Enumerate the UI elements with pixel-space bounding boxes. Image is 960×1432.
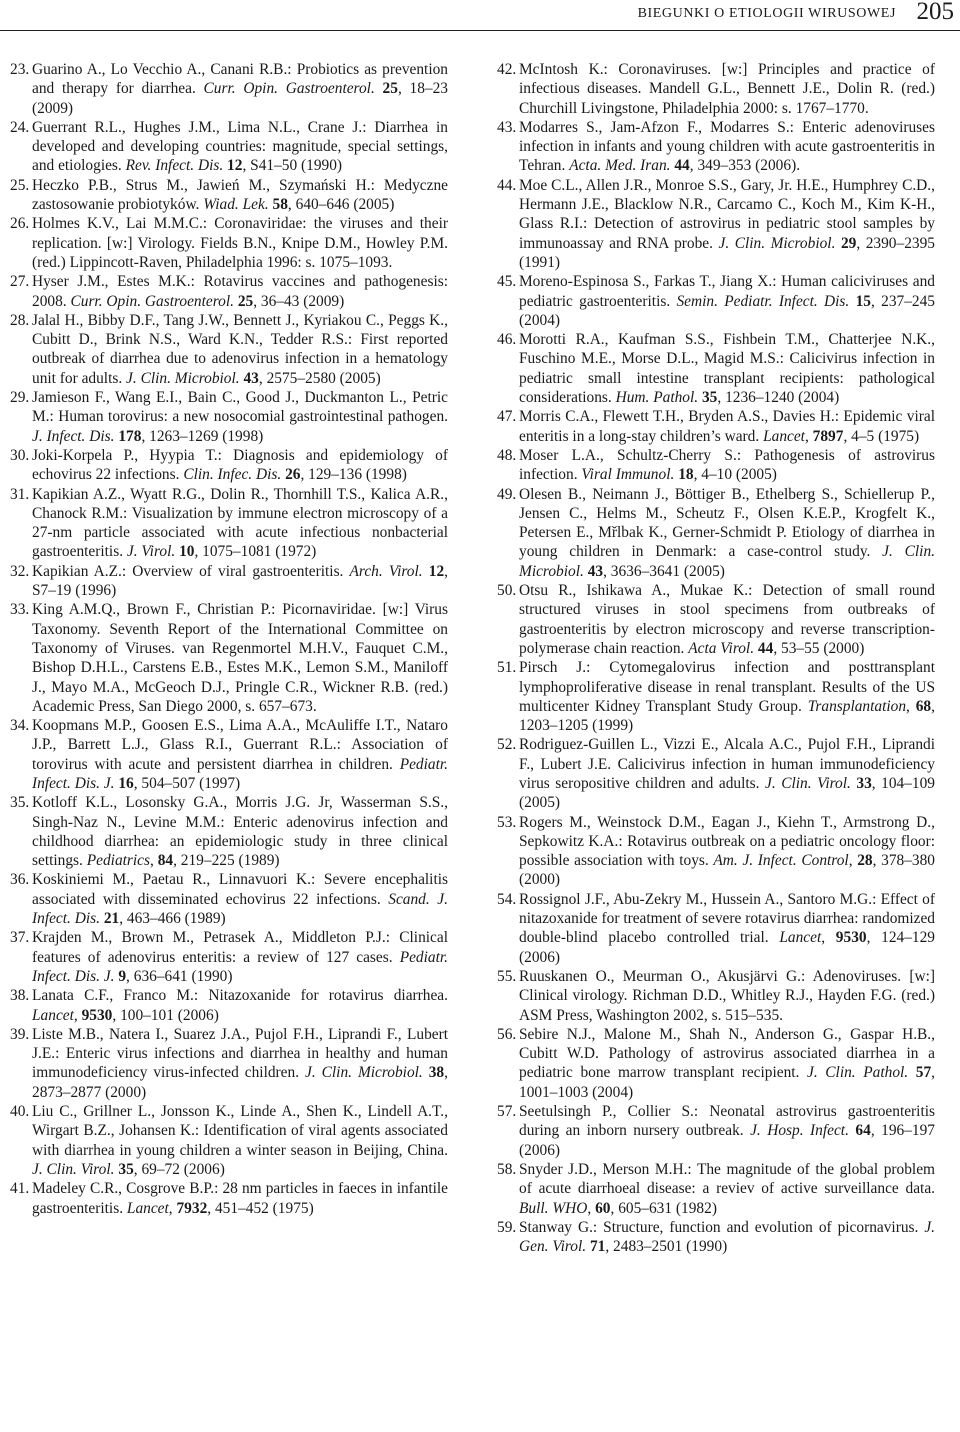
reference-text: Moreno-Espinosa S., Farkas T., Jiang X.: Human caliciviruses and pediatric gastroenteritis. (519, 273, 935, 310)
journal-name: J. Virol. (126, 543, 176, 561)
reference-item (10, 986, 448, 1025)
reference-item (10, 214, 448, 272)
reference-number: 44. (497, 176, 517, 194)
reference-number: 29. (10, 389, 30, 407)
page-header (0, 0, 960, 31)
volume-number: 28 (857, 852, 873, 870)
journal-name: J. Clin. Microbiol. (718, 234, 836, 252)
reference-text: Pirsch J.: Cytomegalovirus infection and posttransplant lymphoproliferative disease in renal transplant. Results of the US multicenter Kidney Transplant Study Group. (519, 659, 935, 715)
reference-number: 25. (10, 176, 30, 194)
reference-item (10, 60, 448, 118)
reference-item (497, 407, 935, 446)
reference-item (497, 330, 935, 407)
reference-item (10, 793, 448, 870)
journal-name: Acta. Med. Iran. (569, 157, 671, 175)
reference-item (10, 716, 448, 793)
reference-item (497, 581, 935, 658)
reference-text: , 2390–2395 (1991) (519, 234, 935, 271)
reference-item (10, 600, 448, 716)
volume-number: 12 (227, 157, 243, 175)
journal-name: J. Clin. Pathol. (807, 1064, 909, 1082)
reference-text: Liu C., Grillner L., Jonsson K., Linde A., Shen K., Lindell A.T., Wirgart B.Z., Johansen K.: Identification of viral agents associated with diarrhea in young children a winter season in Beijing, China. (32, 1103, 448, 1159)
reference-number: 46. (497, 331, 517, 349)
reference-text: , 378–380 (2000) (519, 852, 935, 889)
reference-item (10, 485, 448, 562)
reference-text: , S41–50 (1990) (242, 157, 343, 175)
reference-text: , 2483–2501 (1990) (605, 1238, 728, 1256)
journal-name: Curr. Opin. Gastroenterol. (70, 292, 234, 310)
reference-text: Rodriguez-Guillen L., Vizzi E., Alcala A.C., Pujol F.H., Liprandi F., Lubert J.E. Calicivirus infection in human immunodeficiency virus seropositive children and adults. (519, 736, 935, 792)
reference-number: 24. (10, 118, 30, 136)
reference-item (10, 1025, 448, 1102)
reference-number: 54. (497, 890, 517, 908)
reference-text: , 237–245 (2004) (519, 292, 936, 329)
reference-number: 47. (497, 408, 517, 426)
volume-number: 43 (243, 369, 259, 387)
reference-item (10, 928, 448, 986)
reference-text: Rogers M., Weinstock D.M., Eagan J., Kiehn T., Armstrong D., Sepkowitz K.A.: Rotavirus outbreak on a pediatric oncology floor: possible association with toys. (519, 813, 935, 870)
reference-text: , S7–19 (1996) (32, 562, 448, 600)
reference-item (497, 1025, 935, 1102)
reference-item (497, 118, 935, 176)
volume-number: 57 (915, 1064, 932, 1082)
reference-text: Modarres S., Jam-Afzon F., Modarres S.: Enteric adenoviruses infection in infants and young children with acute gastroenteritis in Tehran. (519, 118, 935, 175)
reference-text: McIntosh K.: Coronaviruses. [w:] Principles and practice of infectious diseases. Mandell G.L., Bennett J.E., Dolin R. (red.) Churchill Livingstone, Philadelphia 2000: s. 1767–1770. (519, 61, 935, 117)
reference-text: , 196–197 (2006) (519, 1122, 935, 1159)
reference-number: 32. (10, 562, 30, 580)
volume-number: 44 (757, 639, 774, 657)
reference-item (497, 1218, 935, 1257)
reference-text: , 605–631 (1982) (610, 1199, 717, 1217)
reference-number: 58. (497, 1160, 517, 1178)
reference-text: Hyser J.M., Estes M.K.: Rotavirus vaccines and pathogenesis: 2008. (32, 273, 448, 310)
volume-number: 7932 (176, 1199, 208, 1217)
reference-number: 49. (497, 485, 517, 503)
reference-item (10, 272, 448, 311)
journal-name: Pediatr. Infect. Dis. J. (32, 755, 448, 792)
reference-text: Jalal H., Bibby D.F., Tang J.W., Bennett J., Kyriakou C., Peggs K., Cubitt D., Brink N.S., Ward K.N., Tedder R.S.: First reported outbreak of diarrhea due to adenovirus infection in a hematology unit for adults. (32, 311, 448, 387)
reference-text: Guarino A., Lo Vecchio A., Canani R.B.: Probiotics as prevention and therapy for diarrhea. (32, 61, 448, 98)
reference-text: Moe C.L., Allen J.R., Monroe S.S., Gary, Jr. H.E., Humphrey C.D., Hermann J.E., Blacklow N.R., Carcamo C., Koch M., Kim K-H., Glass R.I.: Detection of astrovirus in pediatric stool samples by immunoassay and RNA probe. (519, 176, 935, 252)
volume-number: 18 (678, 466, 694, 484)
journal-name: Transplantation (807, 697, 907, 715)
journal-name: J. Clin. Virol. (32, 1160, 115, 1178)
reference-text: , (848, 852, 858, 870)
reference-number: 28. (10, 311, 30, 329)
journal-name: J. Clin. Virol. (765, 774, 851, 792)
volume-number: 35 (118, 1160, 134, 1178)
reference-text: , 349–353 (2006). (689, 157, 801, 175)
journal-name: Pediatr. Infect. Dis. J. (32, 948, 448, 985)
reference-text: Kapikian A.Z.: Overview of viral gastroenteritis. (32, 562, 350, 580)
reference-text: , (804, 427, 813, 445)
reference-text: Olesen B., Neimann J., Böttiger B., Ethelberg S., Schiellerup P., Jensen C., Helms M., Scheutz F., Olsen K.E.P., Krogfelt K., Petersen E., Mřlbak K., Gerner-Schmidt P. Etiology of diarrhea in young children in Denmark: a case-control study. (519, 485, 935, 561)
reference-number: 26. (10, 215, 30, 233)
journal-name: Acta Virol. (688, 639, 755, 657)
reference-text: Otsu R., Ishikawa A., Mukae K.: Detection of small round structured viruses in stool specimens from outbreaks of gastroenteritis by electron microscopy and reverse transcription-polymerase chain reaction. (519, 582, 935, 657)
reference-text (375, 80, 383, 97)
volume-number: 44 (674, 157, 690, 175)
reference-item (497, 446, 935, 485)
volume-number: 26 (285, 466, 301, 484)
reference-number: 39. (10, 1025, 30, 1043)
reference-text: , 504–507 (1997) (133, 774, 241, 792)
reference-text: Liste M.B., Natera I., Suarez J.A., Pujol F.H., Liprandi F., Lubert J.E.: Enteric virus infections and diarrhea in healthy and human immunodeficiency virus-infected children. (32, 1025, 448, 1082)
reference-text: , (150, 852, 158, 870)
reference-text: Seetulsingh P., Collier S.: Neonatal astrovirus gastroenteritis during an inborn nursery outbreak. (519, 1103, 935, 1140)
journal-name: Lancet (763, 427, 805, 445)
volume-number: 64 (855, 1122, 871, 1140)
journal-name: J. Clin. Microbiol. (519, 543, 935, 580)
reference-item (10, 562, 448, 601)
reference-text: , 1236–1240 (2004) (717, 389, 840, 407)
reference-number: 53. (497, 813, 517, 831)
journal-name: J. Clin. Microbiol. (126, 369, 240, 387)
reference-text: Jamieson F., Wang E.I., Bain C., Good J., Duckmanton L., Petric M.: Human torovirus: a new nosocomial gastrointestinal pathogen. (32, 389, 448, 426)
volume-number: 84 (157, 852, 174, 870)
reference-text: , 451–452 (1975) (207, 1199, 314, 1217)
reference-text: , 36–43 (2009) (253, 292, 345, 310)
reference-text: , (168, 1199, 177, 1217)
reference-text: , 1001–1003 (2004) (519, 1064, 936, 1101)
reference-item (10, 870, 448, 928)
volume-number: 16 (118, 774, 134, 792)
volume-number: 9 (118, 967, 127, 985)
reference-item (497, 1160, 935, 1218)
reference-text: Joki-Korpela P., Hyypia T.: Diagnosis and epidemiology of echovirus 22 infections. (32, 446, 448, 484)
reference-number: 55. (497, 967, 517, 985)
journal-name: Lancet (779, 929, 822, 947)
journal-name: Lancet (126, 1199, 169, 1217)
reference-text: , (73, 1006, 82, 1024)
reference-text: Holmes K.V., Lai M.M.C.: Coronaviridae: the viruses and their replication. [w:] Virology. Fields B.N., Knipe D.M., Howley P.M. (red.) Lippincott-Raven, Philadelphia 1996: s. 1075–1093. (32, 215, 448, 271)
references-left-column (10, 60, 448, 1218)
reference-text: , 53–55 (2000) (773, 639, 865, 657)
reference-text: , 129–136 (1998) (300, 466, 407, 484)
reference-text: , 124–129 (2006) (519, 929, 935, 966)
reference-text: , 4–5 (1975) (843, 427, 920, 445)
reference-number: 52. (497, 736, 517, 754)
reference-text: Sebire N.J., Malone M., Shah N., Anderson G., Gaspar H.B., Cubitt W.D. Pathology of astrovirus associated diarrhea in a pediatric bone marrow transplant recipient. (519, 1025, 935, 1082)
volume-number: 25 (237, 292, 254, 310)
reference-item (497, 967, 935, 1025)
reference-item (497, 658, 935, 735)
reference-item (10, 1179, 448, 1218)
journal-name: Lancet (32, 1006, 74, 1024)
reference-item (497, 1102, 935, 1160)
reference-text: Rossignol J.F., Abu-Zekry M., Hussein A., Santoro M.G.: Effect of nitazoxanide for treatment of severe rotavirus diarrhea: randomized double-blind placebo controlled trial. (519, 890, 935, 947)
reference-text: Moser L.A., Schultz-Cherry S.: Pathogenesis of astrovirus infection. (519, 446, 935, 484)
volume-number: 12 (428, 562, 445, 580)
volume-number: 25 (382, 80, 398, 98)
reference-text: , (906, 697, 916, 715)
reference-text: Stanway G.: Structure, function and evolution of picornavirus. (519, 1218, 925, 1236)
journal-name: Rev. Infect. Dis. (125, 157, 224, 175)
reference-number: 37. (10, 929, 30, 947)
journal-name: Viral Immunol. (581, 466, 675, 484)
reference-text: , 219–225 (1989) (173, 852, 280, 870)
reference-text: , 1263–1269 (1998) (141, 427, 264, 445)
reference-number: 30. (10, 446, 30, 464)
journal-name: Curr. Opin. Gastroenterol. (203, 80, 375, 98)
reference-number: 56. (497, 1025, 517, 1043)
volume-number: 68 (915, 697, 932, 715)
volume-number: 35 (701, 389, 718, 407)
volume-number: 9530 (81, 1006, 113, 1024)
reference-text: Koskiniemi M., Paetau R., Linnavuori K.: Severe encephalitis associated with disseminated echovirus 22 infections. (32, 871, 448, 908)
volume-number: 29 (840, 234, 857, 252)
reference-text: King A.M.Q., Brown F., Christian P.: Picornaviridae. [w:] Virus Taxonomy. Seventh Report of the International Committee on Taxonomy of Viruses. van Regenmortel M.H.V., Fauquet C.M., Bishop D.H.L., Carstens E.B., Estes M.K., Lemon S.M., Maniloff J., Mayo M.A., McGeoch D.J., Pringle C.R., Wickner R.B. (red.) Academic Press, San Diego 2000, s. 657–673. (32, 601, 448, 715)
reference-text: Snyder J.D., Merson M.H.: The magnitude of the global problem of acute diarrhoeal disease: a reviev of active surveillance data. (519, 1160, 935, 1198)
reference-item (497, 485, 935, 581)
volume-number: 33 (856, 774, 872, 792)
reference-text: , 4–10 (2005) (693, 466, 777, 484)
reference-number: 38. (10, 987, 30, 1005)
reference-text: Madeley C.R., Cosgrove B.P.: 28 nm particles in faeces in infantile gastroenteritis. (32, 1180, 448, 1217)
reference-item (497, 813, 935, 890)
reference-text: , 2873–2877 (2000) (32, 1064, 448, 1101)
volume-number: 60 (595, 1199, 611, 1217)
reference-text (908, 1064, 916, 1081)
reference-text: , 2575–2580 (2005) (258, 369, 381, 387)
reference-item (10, 388, 448, 446)
reference-number: 57. (497, 1103, 517, 1121)
volume-number: 38 (428, 1064, 445, 1082)
reference-text: Ruuskanen O., Meurman O., Akusjärvi G.: Adenoviruses. [w:] Clinical virology. Richman D.D., Whitley R.J., Hayden F.G. (red.) ASM Press, Washington 2002, s. 515–535. (519, 967, 935, 1024)
reference-text: , 636–641 (1990) (126, 967, 233, 985)
journal-name: J. Gen. Virol. (519, 1218, 935, 1256)
reference-text: , (587, 1199, 596, 1217)
reference-text: , 640–646 (2005) (287, 196, 395, 214)
reference-number: 27. (10, 273, 30, 291)
journal-name: Arch. Virol. (349, 562, 423, 580)
reference-text: Kapikian A.Z., Wyatt R.G., Dolin R., Thornhill T.S., Kalica A.R., Chanock R.M.: Visualization by immune electron microscopy of a 27-nm particle associated with acute infectious nonbacterial gastroenteritis. (32, 485, 448, 561)
reference-text: Koopmans M.P., Goosen E.S., Lima A.A., McAuliffe I.T., Nataro J.P., Barrett L.J., Glass R.I., Guerrant R.L.: Association of torovirus with acute and persistent diarrhea in children. (32, 717, 448, 773)
volume-number: 58 (272, 196, 288, 214)
reference-number: 45. (497, 273, 517, 291)
volume-number: 7897 (812, 427, 844, 445)
reference-text: Kotloff K.L., Losonsky G.A., Morris J.G. Jr, Wasserman S.S., Singh-Naz N., Levine M.M.: Enteric adenovirus infection and childhood diarrhea: an epidemiologic study in three clinical settings. (32, 794, 448, 870)
journal-name: J. Infect. Dis. (32, 427, 115, 445)
reference-text: Krajden M., Brown M., Petrasek A., Middleton P.J.: Clinical features of adenovirus enteritis: a review of 127 cases. (32, 929, 448, 966)
reference-item (497, 176, 935, 272)
journal-name: Scand. J. Infect. Dis. (32, 890, 448, 928)
reference-text: Heczko P.B., Strus M., Jawień M., Szymański H.: Medyczne zastosowanie probiotyków. (32, 176, 448, 214)
reference-text: Morris C.A., Flewett T.H., Bryden A.S., Davies H.: Epidemic viral enteritis in a long-stay children’s ward. (519, 408, 935, 445)
reference-number: 40. (10, 1103, 30, 1121)
reference-number: 42. (497, 61, 517, 78)
reference-number: 35. (10, 794, 30, 812)
reference-text: , 104–109 (2005) (519, 774, 935, 812)
journal-name: Am. J. Infect. Control (713, 852, 849, 870)
journal-name: Pediatrics (86, 852, 150, 870)
reference-item (497, 60, 935, 118)
volume-number: 15 (855, 292, 871, 310)
reference-item (497, 735, 935, 812)
reference-item (497, 272, 935, 330)
reference-text: Morotti R.A., Kaufman S.S., Fishbein T.M., Chatterjee N.K., Fuschino M.E., Morse D.L., Magid M.S.: Calicivirus infection in pediatric small intestine transplant recipients: pathological considerations. (519, 331, 935, 407)
reference-number: 50. (497, 582, 517, 600)
volume-number: 10 (179, 543, 195, 561)
journal-name: Hum. Pathol. (615, 389, 699, 407)
reference-number: 59. (497, 1218, 517, 1236)
journal-name: Clin. Infec. Dis. (183, 466, 282, 484)
reference-item (10, 176, 448, 215)
reference-item (497, 890, 935, 967)
reference-item (10, 1102, 448, 1179)
reference-number: 41. (10, 1180, 30, 1198)
volume-number: 71 (589, 1238, 606, 1256)
running-title: BIEGUNKI O ETIOLOGII WIRUSOWEJ (637, 6, 896, 21)
volume-number: 43 (587, 562, 604, 580)
reference-item (10, 446, 448, 485)
references-right-column (497, 60, 935, 1256)
journal-name: J. Hosp. Infect. (750, 1122, 849, 1140)
reference-text: , (821, 929, 836, 947)
reference-number: 51. (497, 659, 517, 677)
reference-text: , 1203–1205 (1999) (519, 697, 935, 735)
reference-number: 48. (497, 446, 517, 464)
journal-name: Bull. WHO (519, 1199, 588, 1217)
reference-number: 43. (497, 118, 517, 136)
reference-text: Guerrant R.L., Hughes J.M., Lima N.L., Crane J.: Diarrhea in developed and developing countries: magnitude, special settings, and etiologies. (32, 118, 448, 175)
journal-name: Semin. Pediatr. Infect. Dis. (676, 292, 850, 310)
reference-text: Lanata C.F., Franco M.: Nitazoxanide for rotavirus diarrhea. (32, 987, 448, 1005)
volume-number: 178 (118, 427, 142, 445)
reference-text: , 1075–1081 (1972) (194, 543, 317, 561)
journal-name: Wiad. Lek. (203, 196, 269, 214)
volume-number: 9530 (835, 929, 867, 947)
reference-number: 36. (10, 871, 30, 889)
reference-text: , 18–23 (2009) (32, 80, 449, 117)
reference-number: 31. (10, 485, 30, 503)
reference-text: , 3636–3641 (2005) (603, 562, 725, 580)
journal-name: J. Clin. Microbiol. (305, 1064, 423, 1082)
page-number: 205 (916, 0, 954, 25)
volume-number: 21 (103, 910, 120, 928)
reference-text: , 100–101 (2006) (112, 1006, 219, 1024)
reference-item (10, 311, 448, 388)
reference-text: , 463–466 (1989) (119, 910, 226, 928)
reference-item (10, 118, 448, 176)
reference-number: 34. (10, 717, 30, 735)
reference-number: 23. (10, 61, 30, 78)
reference-number: 33. (10, 601, 30, 619)
reference-text: , 69–72 (2006) (133, 1160, 225, 1178)
